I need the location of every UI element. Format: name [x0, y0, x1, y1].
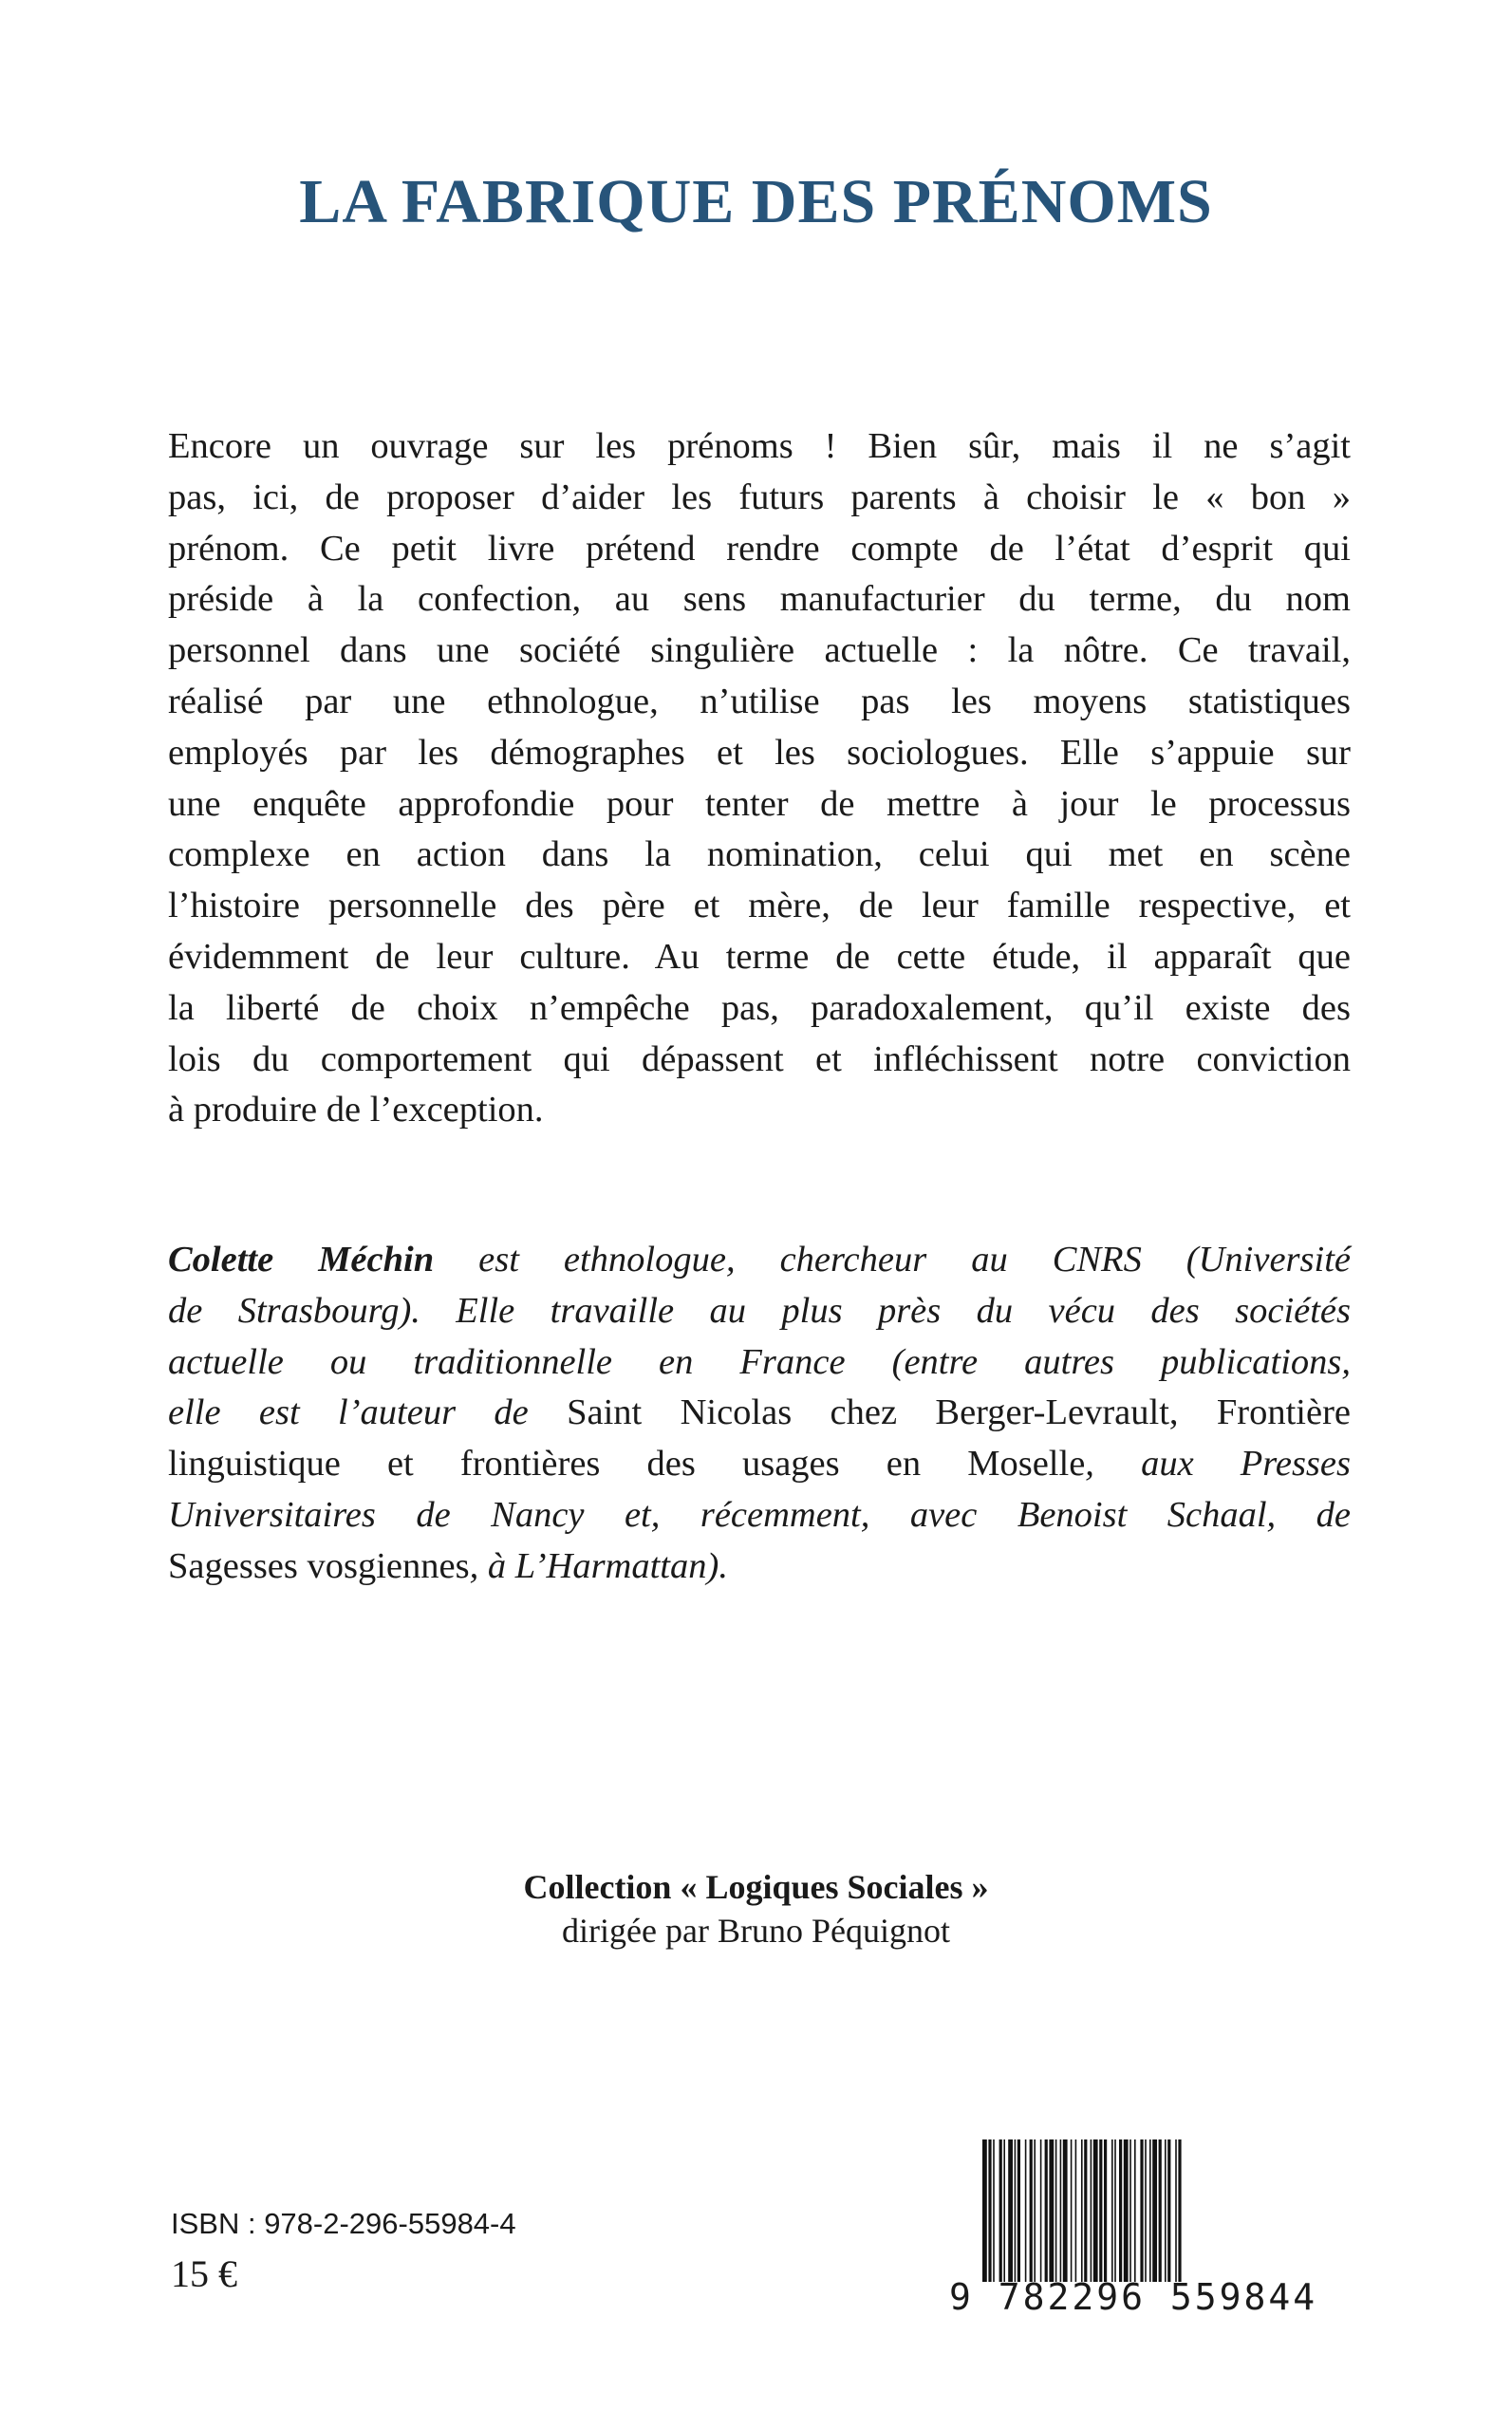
barcode-bar	[1030, 2139, 1033, 2282]
barcode-bar	[1159, 2139, 1162, 2282]
barcode-bar	[1075, 2139, 1077, 2282]
summary-line: la liberté de choix n’empêche pas, paradoxalement, qu’il existe des	[168, 987, 1351, 1028]
summary-paragraph	[168, 421, 1351, 1136]
summary-line: employés par les démographes et les sociologues. Elle s’appuie sur	[168, 732, 1351, 773]
summary-line: complexe en action dans la nomination, celui qui met en scène	[168, 834, 1351, 875]
barcode-bar	[1149, 2139, 1151, 2282]
summary-line: pas, ici, de proposer d’aider les futurs parents à choisir le « bon »	[168, 476, 1351, 517]
author-name: Colette Méchin	[168, 1240, 435, 1280]
barcode-bar	[1152, 2139, 1157, 2282]
barcode-bar	[1124, 2139, 1129, 2282]
barcode-digits: 9 782296 559844	[949, 2276, 1318, 2318]
barcode-bar	[993, 2139, 995, 2282]
summary-line: à produire de l’exception.	[168, 1090, 544, 1130]
barcode-bar	[1114, 2139, 1116, 2282]
isbn: ISBN : 978-2-296-55984-4	[171, 2207, 516, 2240]
barcode-bar	[1165, 2139, 1167, 2282]
summary-line: Encore un ouvrage sur les prénoms ! Bien sûr, mais il ne s’agit	[168, 426, 1351, 466]
barcode-bar	[1093, 2139, 1098, 2282]
price: 15 €	[171, 2252, 237, 2295]
barcode-bar	[1175, 2139, 1177, 2282]
barcode-bar	[1003, 2139, 1005, 2282]
barcode-bar	[1084, 2139, 1087, 2282]
barcode-bar	[1040, 2139, 1042, 2282]
barcode-bar	[1015, 2139, 1017, 2282]
barcode-bar	[1049, 2139, 1054, 2282]
summary-line: prénom. Ce petit livre prétend rendre compte de l’état d’esprit qui	[168, 528, 1351, 569]
summary-line: évidemment de leur culture. Au terme de cette étude, il apparaît que	[168, 936, 1351, 977]
barcode-bar	[1017, 2139, 1020, 2282]
barcode-bar	[1063, 2139, 1068, 2282]
barcode-bar	[1099, 2139, 1102, 2282]
barcode-bar	[1025, 2139, 1027, 2282]
barcode-bar	[999, 2139, 1002, 2282]
collection-director: dirigée par Bruno Péquignot	[562, 1912, 950, 1950]
summary-line: préside à la confection, au sens manufacturier du terme, du nom	[168, 579, 1351, 620]
barcode-bar	[1140, 2139, 1143, 2282]
summary-line: réalisé par une ethnologue, n’utilise pas les moyens statistiques	[168, 681, 1351, 721]
author-bio: Colette Méchin est ethnologue, chercheur au CNRS (Université de Strasbourg). Elle travaille au plus près du vécu des sociétés actuelle ou traditionnelle en France (entre autres publications, elle est l’auteur de Saint Nicolas chez Berger-Levrault, Frontière linguistique et frontières des usages en Moselle, aux Presses Universitaires de Nancy et, récemment, avec Benoist Schaal, de Sagesses vosgiennes, à L’Harmattan).	[168, 1240, 1352, 1586]
barcode-bar	[1055, 2139, 1057, 2282]
barcode-bar	[1134, 2139, 1136, 2282]
barcode-bar	[1060, 2139, 1062, 2282]
barcode-bar	[1008, 2139, 1013, 2282]
barcode-bar	[1167, 2139, 1170, 2282]
barcode-bar	[982, 2139, 987, 2282]
barcode-bar	[1034, 2139, 1036, 2282]
barcode-bar	[1071, 2139, 1073, 2282]
barcode-bar	[1111, 2139, 1113, 2282]
barcode-bar	[1081, 2139, 1083, 2282]
barcode-bar	[988, 2139, 991, 2282]
summary-line: personnel dans une société singulière actuelle : la nôtre. Ce travail,	[168, 630, 1351, 671]
barcode-bar	[1091, 2139, 1092, 2282]
summary-line: lois du comportement qui dépassent et infléchissent notre conviction	[168, 1038, 1351, 1079]
barcode-bar	[1104, 2139, 1107, 2282]
summary-line: l’histoire personnelle des père et mère, de leur famille respective, et	[168, 886, 1351, 926]
collection-info	[0, 1865, 1512, 1952]
barcode-bar	[1178, 2139, 1181, 2282]
collection-name: Collection « Logiques Sociales »	[523, 1868, 989, 1906]
barcode-bar	[1129, 2139, 1131, 2282]
book-title: LA FABRIQUE DES PRÉNOMS	[299, 167, 1213, 236]
barcode-bar	[1119, 2139, 1122, 2282]
summary-line: une enquête approfondie pour tenter de mettre à jour le processus	[168, 783, 1351, 824]
barcode-bar	[1045, 2139, 1048, 2282]
barcode-bar	[1145, 2139, 1147, 2282]
